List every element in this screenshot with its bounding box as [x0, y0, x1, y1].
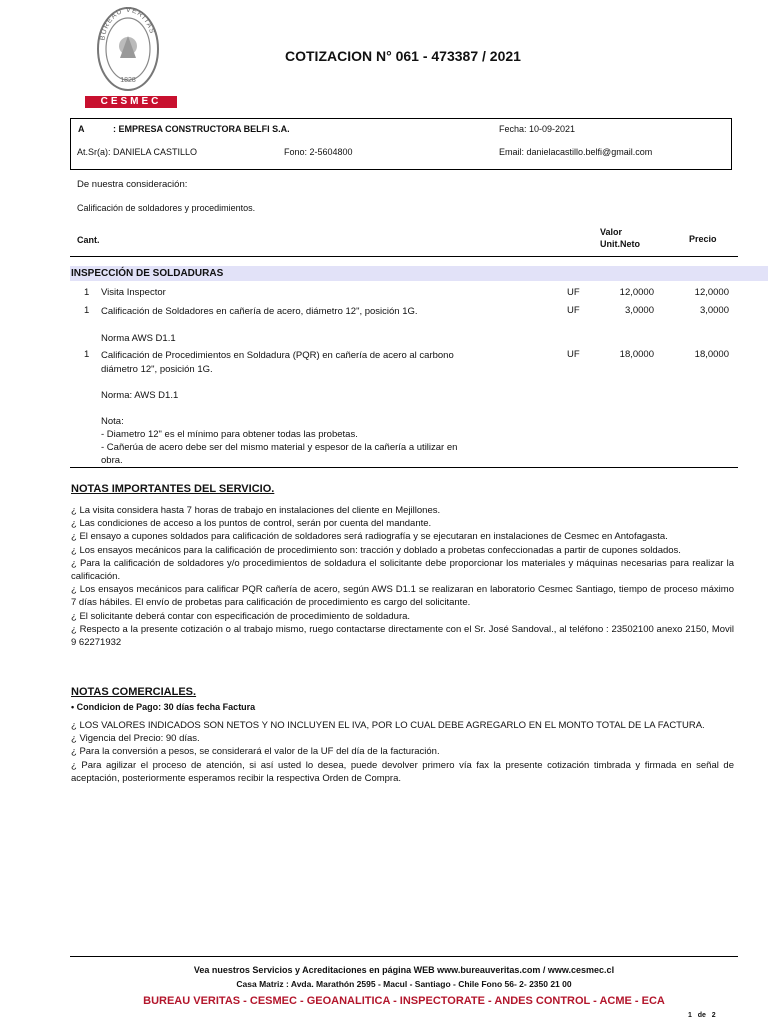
cesmec-brand-bar: CESMEC	[85, 96, 177, 108]
nota-line-3: obra.	[101, 455, 123, 466]
row3-unit: UF	[567, 349, 580, 360]
service-note: ¿ Para la calificación de soldadores y/o procedimientos de soldadura el solicitante debe proporcionar los materiales y máquinas necesarias para realizar la calificación.	[71, 557, 734, 583]
section-title: INSPECCIÓN DE SOLDADURAS	[71, 268, 224, 279]
section-band	[70, 266, 768, 281]
client-attention: At.Sr(a): DANIELA CASTILLO	[77, 147, 198, 157]
svg-text:1828: 1828	[120, 77, 136, 84]
footer-address: Casa Matriz : Avda. Marathón 2595 - Macul - Santiago - Chile Fono 56- 2- 2350 21 00	[236, 979, 572, 989]
payment-condition: • Condicion de Pago: 30 días fecha Factura	[71, 702, 256, 712]
service-note: ¿ Los ensayos mecánicos para la calificación de procedimiento son: tracción y doblado a probetas confeccionadas a partir de cupones soldados.	[71, 544, 681, 556]
table-bottom-rule	[70, 467, 738, 468]
client-phone: Fono: 2-5604800	[284, 147, 353, 157]
commercial-notes-heading: NOTAS COMERCIALES.	[71, 686, 197, 698]
norm-2: Norma: AWS D1.1	[101, 390, 179, 401]
commercial-note: ¿ Vigencia del Precio: 90 días.	[71, 733, 200, 745]
service-notes-heading: NOTAS IMPORTANTES DEL SERVICIO.	[71, 483, 275, 495]
row3-value: 18,0000	[619, 349, 654, 360]
nota-title: Nota:	[101, 416, 124, 427]
service-notes-list	[71, 504, 734, 649]
col-header-unit-2: Unit.Neto	[600, 239, 640, 249]
row1-desc: Visita Inspector	[101, 287, 166, 298]
col-header-unit-1: Valor	[600, 227, 623, 237]
nota-line-2: - Cañerúa de acero debe ser del mismo material y espesor de la cañería a utilizar en	[101, 442, 458, 453]
commercial-note: ¿ LOS VALORES INDICADOS SON NETOS Y NO INCLUYEN EL IVA, POR LO CUAL DEBE AGREGARLO EN EL MONTO TOTAL DE LA FACTURA.	[71, 720, 705, 731]
commercial-note: ¿ Para agilizar el proceso de atención, si así usted lo desea, puede devolver primero vía fax la presente cotización timbrada y firmada en señal de aceptación, posteriormente esperamos recibir la respectiva Orden de Compra.	[71, 759, 734, 784]
norm-1: Norma AWS D1.1	[101, 333, 176, 344]
footer-brands: BUREAU VERITAS - CESMEC - GEOANALITICA - INSPECTORATE - ANDES CONTROL - ACME - ECA	[143, 995, 665, 1007]
col-header-qty: Cant.	[77, 235, 100, 245]
row1-unit: UF	[567, 287, 580, 298]
greeting: De nuestra consideración:	[77, 179, 188, 190]
subject: Calificación de soldadores y procedimientos.	[77, 203, 256, 213]
commercial-notes-list	[71, 719, 734, 785]
service-note: ¿ El ensayo a cupones soldados para calificación de soldadores será radiografía y se ejecutaran en instalaciones de Cesmec en Antofagasta.	[71, 531, 668, 543]
row2-value: 3,0000	[624, 305, 654, 316]
col-header-price: Precio	[689, 234, 717, 244]
table-top-rule	[70, 256, 738, 257]
service-note: ¿ El solicitante deberá contar con especificación de procedimiento de soldadura.	[71, 610, 411, 622]
row2-qty: 1	[84, 305, 90, 316]
commercial-note: ¿ Para la conversión a pesos, se considerará el valor de la UF del día de la facturación.	[71, 746, 440, 758]
row3-price: 18,0000	[694, 349, 729, 360]
row2-unit: UF	[567, 305, 580, 316]
footer-web: Vea nuestros Servicios y Acreditaciones en página WEB www.bureauveritas.com / www.cesmec.cl	[193, 965, 615, 975]
row3-desc-line2: diámetro 12", posición 1G.	[101, 364, 213, 375]
row2-desc: Calificación de Soldadores en cañería de acero, diámetro 12", posición 1G.	[101, 306, 418, 317]
row3-desc-line1: Calificación de Procedimientos en Soldadura (PQR) en cañería de acero al carbono	[101, 350, 454, 361]
row1-value: 12,0000	[619, 287, 654, 298]
bureau-veritas-logo	[96, 6, 160, 92]
quotation-title: COTIZACION N° 061 - 473387 / 2021	[285, 48, 521, 64]
service-note: ¿ Los ensayos mecánicos para calificar PQR cañería de acero, según AWS D1.1 se realizaran en laboratorio Cesmec Santiago, tiempo de proceso máximo 7 días hábiles. El envío de probetas para calificación de procedimiento es cargo del solicitante.	[71, 584, 734, 609]
row1-qty: 1	[84, 287, 90, 298]
service-note: ¿ Las condiciones de acceso a los puntos de control, serán por cuenta del mandante.	[71, 518, 432, 530]
row2-price: 3,0000	[699, 305, 729, 316]
row3-qty: 1	[84, 349, 90, 360]
quotation-date: Fecha: 10-09-2021	[499, 124, 576, 134]
client-email: Email: danielacastillo.belfi@gmail.com	[499, 147, 653, 157]
footer-rule	[70, 956, 738, 957]
row1-price: 12,0000	[694, 287, 729, 298]
service-note: ¿ La visita considera hasta 7 horas de trabajo en instalaciones del cliente en Mejillones.	[71, 505, 441, 516]
page-number: 1 de 2	[688, 1012, 716, 1019]
client-company: : EMPRESA CONSTRUCTORA BELFI S.A.	[113, 124, 290, 134]
svg-text:BUREAU VERITAS: BUREAU VERITAS	[99, 6, 156, 41]
nota-line-1: - Diametro 12" es el mínimo para obtener todas las probetas.	[101, 429, 358, 440]
service-note: ¿ Respecto a la presente cotización o al trabajo mismo, ruego contactarse directamente con el Sr. José Sandoval., al teléfono : 23502100 anexo 2150, Movil 9 62271932	[71, 623, 734, 649]
client-a-label: A	[78, 124, 85, 134]
